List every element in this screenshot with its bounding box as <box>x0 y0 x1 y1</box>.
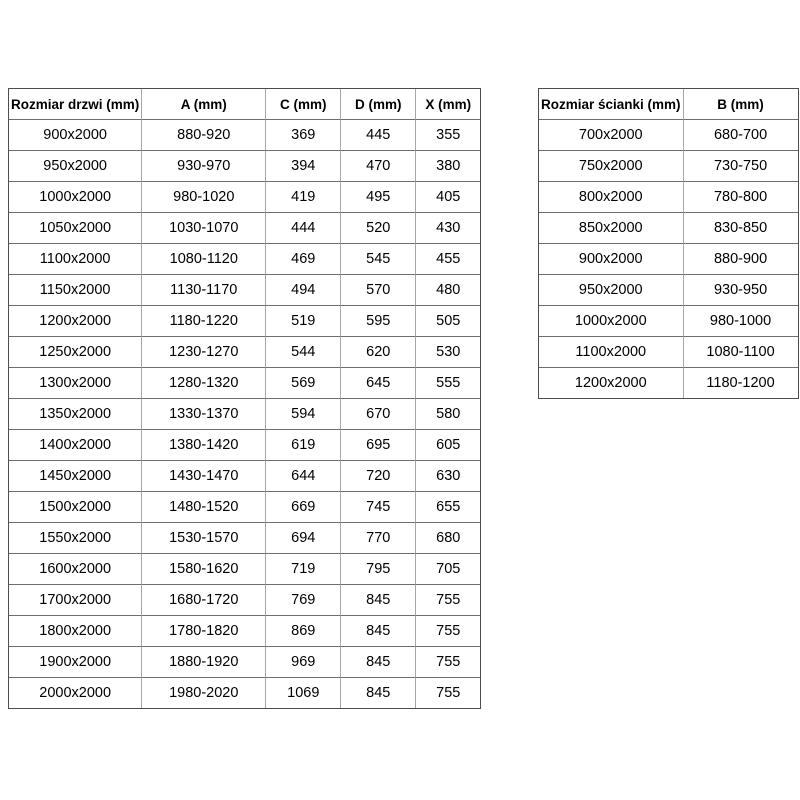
table-cell: 1380-1420 <box>142 430 266 461</box>
table-row <box>9 523 480 554</box>
table-cell: 1530-1570 <box>142 523 266 554</box>
table-cell: 1180-1220 <box>142 306 266 337</box>
table-cell: 720 <box>341 461 416 492</box>
table-cell: 845 <box>341 585 416 616</box>
column-header: Rozmiar drzwi (mm) <box>9 89 142 120</box>
table-cell: 644 <box>266 461 341 492</box>
table-row <box>9 585 480 616</box>
column-header: A (mm) <box>142 89 266 120</box>
table-row <box>9 213 480 244</box>
table-cell: 380 <box>416 151 480 182</box>
table-cell: 494 <box>266 275 341 306</box>
table-row <box>9 120 480 151</box>
table-cell: 470 <box>341 151 416 182</box>
table-cell: 544 <box>266 337 341 368</box>
table-row <box>539 275 798 306</box>
table-cell: 1300x2000 <box>9 368 142 399</box>
table-row <box>9 337 480 368</box>
table-cell: 980-1000 <box>684 306 798 337</box>
table-cell: 519 <box>266 306 341 337</box>
column-header: C (mm) <box>266 89 341 120</box>
table-cell: 980-1020 <box>142 182 266 213</box>
table-cell: 619 <box>266 430 341 461</box>
table-row <box>539 151 798 182</box>
table-cell: 1550x2000 <box>9 523 142 554</box>
table-cell: 1030-1070 <box>142 213 266 244</box>
table-cell: 1250x2000 <box>9 337 142 368</box>
table-row <box>9 430 480 461</box>
table-cell: 1280-1320 <box>142 368 266 399</box>
header-row <box>9 89 480 120</box>
table-cell: 850x2000 <box>539 213 684 244</box>
table-cell: 845 <box>341 647 416 678</box>
table-cell: 1500x2000 <box>9 492 142 523</box>
table-cell: 670 <box>341 399 416 430</box>
table-cell: 969 <box>266 647 341 678</box>
table-cell: 695 <box>341 430 416 461</box>
table-cell: 445 <box>341 120 416 151</box>
table-cell: 394 <box>266 151 341 182</box>
table-cell: 950x2000 <box>539 275 684 306</box>
table-row <box>539 120 798 151</box>
table-cell: 755 <box>416 616 480 647</box>
table-cell: 1880-1920 <box>142 647 266 678</box>
table-cell: 1330-1370 <box>142 399 266 430</box>
table-cell: 419 <box>266 182 341 213</box>
table-cell: 630 <box>416 461 480 492</box>
table-cell: 405 <box>416 182 480 213</box>
table-row <box>9 492 480 523</box>
table-cell: 1430-1470 <box>142 461 266 492</box>
table-cell: 1200x2000 <box>9 306 142 337</box>
table-cell: 770 <box>341 523 416 554</box>
table-cell: 730-750 <box>684 151 798 182</box>
table-cell: 1050x2000 <box>9 213 142 244</box>
table-cell: 1180-1200 <box>706 375 775 391</box>
table-cell: 830-850 <box>684 213 798 244</box>
table-cell: 900x2000 <box>539 244 684 275</box>
table-cell: 505 <box>416 306 480 337</box>
table-row <box>9 182 480 213</box>
table-cell: 845 <box>341 678 416 708</box>
table-row <box>9 647 480 678</box>
table-row <box>9 368 480 399</box>
table-cell: 369 <box>266 120 341 151</box>
table-cell: 620 <box>341 337 416 368</box>
table-cell: 795 <box>341 554 416 585</box>
table-cell: 1000x2000 <box>9 182 142 213</box>
column-header: Rozmiar ścianki (mm) <box>539 89 684 120</box>
walls-table <box>538 88 799 399</box>
table-row <box>9 461 480 492</box>
table-cell: 455 <box>416 244 480 275</box>
table-cell: 750x2000 <box>539 151 684 182</box>
table-cell: 780-800 <box>684 182 798 213</box>
table-cell: 580 <box>416 399 480 430</box>
table-cell: 1450x2000 <box>9 461 142 492</box>
table-cell: 745 <box>341 492 416 523</box>
table-cell: 1350x2000 <box>9 399 142 430</box>
table-cell: 1100x2000 <box>539 337 684 368</box>
table-cell: 680 <box>416 523 480 554</box>
table-cell: 755 <box>416 585 480 616</box>
table-cell: 480 <box>416 275 480 306</box>
column-header: X (mm) <box>416 89 480 120</box>
table-row <box>539 306 798 337</box>
table-cell: 930-950 <box>684 275 798 306</box>
column-header: B (mm) <box>684 89 798 120</box>
table-cell: 495 <box>341 182 416 213</box>
table-row <box>9 244 480 275</box>
table-cell: 595 <box>341 306 416 337</box>
table-row <box>9 275 480 306</box>
table-cell: 845 <box>341 616 416 647</box>
table-cell: 700x2000 <box>539 120 684 151</box>
table-cell: 755 <box>416 647 480 678</box>
table-cell: 1480-1520 <box>142 492 266 523</box>
table-cell: 545 <box>341 244 416 275</box>
table-cell: 1080-1100 <box>684 337 798 368</box>
table-cell: 669 <box>266 492 341 523</box>
table-cell: 694 <box>266 523 341 554</box>
table-cell: 1130-1170 <box>142 275 266 306</box>
table-row <box>539 337 798 368</box>
table-cell: 555 <box>416 368 480 399</box>
table-cell: 530 <box>416 337 480 368</box>
table-cell: 1080-1120 <box>142 244 266 275</box>
table-cell: 869 <box>266 616 341 647</box>
table-cell: 1900x2000 <box>9 647 142 678</box>
table-cell: 444 <box>266 213 341 244</box>
table-cell: 1580-1620 <box>142 554 266 585</box>
table-row <box>9 399 480 430</box>
table-row <box>9 554 480 585</box>
column-header: D (mm) <box>341 89 416 120</box>
table-cell: 655 <box>416 492 480 523</box>
table-cell: 880-900 <box>684 244 798 275</box>
table-cell: 605 <box>416 430 480 461</box>
table-cell: 1100x2000 <box>9 244 142 275</box>
table-cell: 930-970 <box>142 151 266 182</box>
table-row <box>9 678 480 708</box>
header-row <box>539 89 798 120</box>
table-row <box>539 368 798 398</box>
table-cell: 645 <box>341 368 416 399</box>
table-cell: 1780-1820 <box>142 616 266 647</box>
table-cell: 469 <box>266 244 341 275</box>
table-cell: 1680-1720 <box>142 585 266 616</box>
table-cell: 1069 <box>266 678 341 708</box>
table-cell: 1200x2000 <box>539 368 684 398</box>
table-cell: 950x2000 <box>9 151 142 182</box>
table-cell: 1600x2000 <box>9 554 142 585</box>
table-cell: 2000x2000 <box>9 678 142 708</box>
table-cell: 1980-2020 <box>142 678 266 708</box>
table-cell: 900x2000 <box>9 120 142 151</box>
table-cell: 1150x2000 <box>9 275 142 306</box>
table-cell: 755 <box>436 685 461 701</box>
table-cell: 705 <box>416 554 480 585</box>
table-row <box>539 182 798 213</box>
table-cell: 1400x2000 <box>9 430 142 461</box>
table-cell: 430 <box>416 213 480 244</box>
table-cell: 1000x2000 <box>539 306 684 337</box>
table-row <box>9 616 480 647</box>
doors-table <box>8 88 481 709</box>
table-cell: 520 <box>341 213 416 244</box>
table-cell: 594 <box>266 399 341 430</box>
table-cell: 569 <box>266 368 341 399</box>
table-row <box>9 306 480 337</box>
table-row <box>9 151 480 182</box>
table-cell: 719 <box>266 554 341 585</box>
table-cell: 1700x2000 <box>9 585 142 616</box>
table-cell: 880-920 <box>142 120 266 151</box>
table-cell: 769 <box>266 585 341 616</box>
table-cell: 1230-1270 <box>142 337 266 368</box>
table-cell: 1800x2000 <box>9 616 142 647</box>
table-cell: 800x2000 <box>539 182 684 213</box>
table-cell: 570 <box>341 275 416 306</box>
table-cell: 355 <box>416 120 480 151</box>
table-row <box>539 213 798 244</box>
table-row <box>539 244 798 275</box>
table-cell: 680-700 <box>684 120 798 151</box>
